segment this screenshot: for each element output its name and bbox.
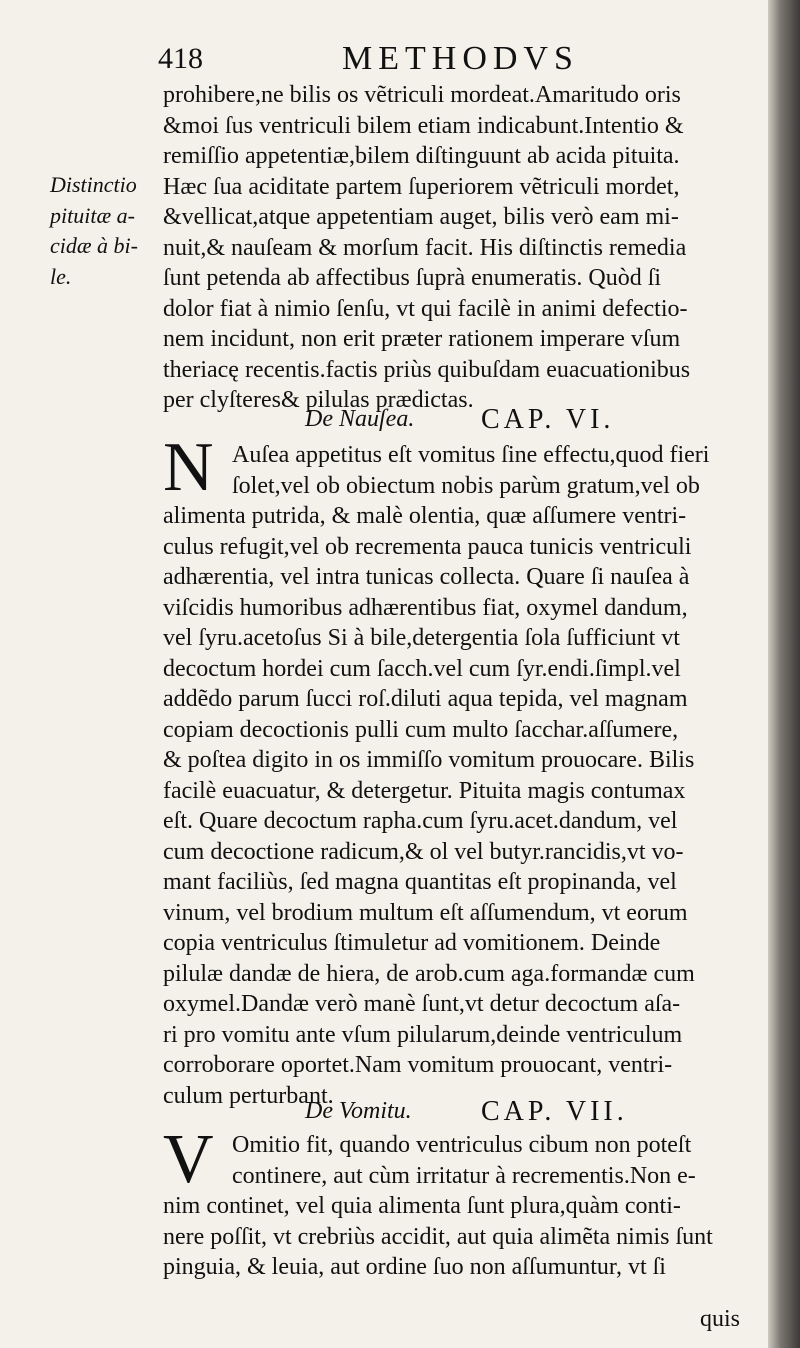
text-line: ri pro vomitu ante vſum pilularum,deinde ventriculum [163, 1021, 683, 1048]
book-spine-shadow [768, 0, 800, 1348]
chapter-heading-6 [163, 404, 763, 438]
text-line: alimenta putrida, & malè olentia, quæ aſſumere ventri- [163, 503, 687, 529]
text-line: nuit,& nauſeam & morſum facit. His diſtinctis remedia [163, 234, 687, 261]
text-line: culus refugit,vel ob recrementa pauca tunicis ventriculi [163, 533, 692, 560]
marginal-line: Distinctio [50, 172, 137, 197]
text-line: eſt. Quare decoctum rapha.cum ſyru.acet.dandum, vel [163, 808, 678, 834]
text-line: oxymel.Dandæ verò manè ſunt,vt detur decoctum aſa- [163, 991, 681, 1017]
marginal-line: pituitæ a- [50, 202, 135, 228]
text-line: prohibere,ne bilis os vẽtriculi mordeat.Amaritudo oris [163, 82, 681, 108]
text-line: nim continet, vel quia alimenta ſunt plura,quàm conti- [163, 1193, 681, 1219]
text-line: vel ſyru.acetoſus Si à bile,detergentia ſola ſufficiunt vt [163, 625, 680, 651]
chapter-body [163, 1191, 763, 1283]
text-line: theriacę recentis.factis priùs quibuſdam euacuationibus [163, 356, 691, 383]
chapter-number: CAP. VI. [481, 404, 615, 435]
chapter-number: CAP. VII. [481, 1096, 628, 1127]
text-line: Omitio fit, quando ventriculus cibum non poteſt [232, 1132, 692, 1158]
page-number: 418 [158, 42, 203, 75]
text-line: corroborare oportet.Nam vomitum prouocant, ventri- [163, 1052, 673, 1078]
text-line: remiſſio appetentiæ,bilem diſtinguunt ab acida pituita. [163, 143, 680, 169]
text-line: adhærentia, vel intra tunicas collecta. Quare ſi nauſea à [163, 564, 690, 590]
marginal-note [50, 170, 160, 292]
paragraph-continuation [163, 80, 763, 416]
text-line: nere poſſit, vt crebriùs accidit, aut quia alimẽta nimis ſunt [163, 1223, 713, 1250]
drop-capital: V [163, 1121, 214, 1198]
text-line: ſolet,vel ob obiectum nobis parùm gratum,vel ob [232, 472, 700, 499]
text-line: decoctum hordei cum ſacch.vel cum ſyr.endi.ſimpl.vel [163, 655, 681, 682]
marginal-line: le. [50, 263, 72, 289]
text-line: addẽdo parum ſucci roſ.diluti aqua tepida, vel magnam [163, 686, 688, 712]
text-line: dolor fiat à nimio ſenſu, vt qui facilè in animi defectio- [163, 295, 688, 322]
text-line: &vellicat,atque appetentiam auget, bilis verò eam mi- [163, 204, 679, 230]
chapter-heading-7 [163, 1096, 763, 1130]
chapter-opening-lines [232, 1130, 762, 1191]
text-line: viſcidis humoribus adhærentibus fiat, oxymel dandum, [163, 594, 688, 621]
text-line: per clyſteres& pilulas prædictas. [163, 387, 474, 413]
catchword: quis [700, 1306, 741, 1332]
text-line: &moi ſus ventriculi bilem etiam indicabunt.Intentio & [163, 112, 684, 139]
text-line: culum perturbant. [163, 1082, 334, 1109]
text-line: Hæc ſua aciditate partem ſuperiorem vẽtriculi mordet, [163, 173, 680, 200]
text-line: nem incidunt, non erit præter rationem imperare vſum [163, 326, 681, 352]
running-title: METHODVS [342, 40, 579, 77]
drop-capital: N [163, 429, 214, 506]
text-line: vinum, vel brodium multum eſt aſſumendum, vt eorum [163, 899, 688, 926]
text-line: pilulæ dandæ de hiera, de arob.cum aga.formandæ cum [163, 960, 695, 987]
text-line: & poſtea digito in os immiſſo vomitum prouocare. Bilis [163, 747, 695, 773]
text-line: Auſea appetitus eſt vomitus ſine effectu,quod fieri [232, 442, 710, 468]
text-line: mant faciliùs, ſed magna quantitas eſt propinanda, vel [163, 869, 677, 895]
marginal-line: cidæ à bi- [50, 233, 138, 258]
chapter-subtitle: De Nauſea. [305, 406, 415, 432]
chapter-subtitle: De Vomitu. [305, 1098, 412, 1124]
text-line: ſunt petenda ab affectibus ſuprà enumeratis. Quòd ſi [163, 265, 662, 291]
text-line: cum decoctione radicum,& ol vel butyr.rancidis,vt vo- [163, 838, 684, 865]
text-line: facilè euacuatur, & detergetur. Pituita magis contumax [163, 777, 686, 804]
text-line: pinguia, & leuia, aut ordine ſuo non aſſumuntur, vt ſi [163, 1254, 666, 1280]
chapter-opening-lines [232, 440, 762, 501]
text-line: copia ventriculus ſtimuletur ad vomitionem. Deinde [163, 930, 661, 956]
text-line: continere, aut cùm irritatur à recrementis.Non e- [232, 1162, 696, 1189]
text-line: copiam decoctionis pulli cum multo ſacchar.aſſumere, [163, 716, 679, 743]
chapter-body [163, 501, 763, 1111]
